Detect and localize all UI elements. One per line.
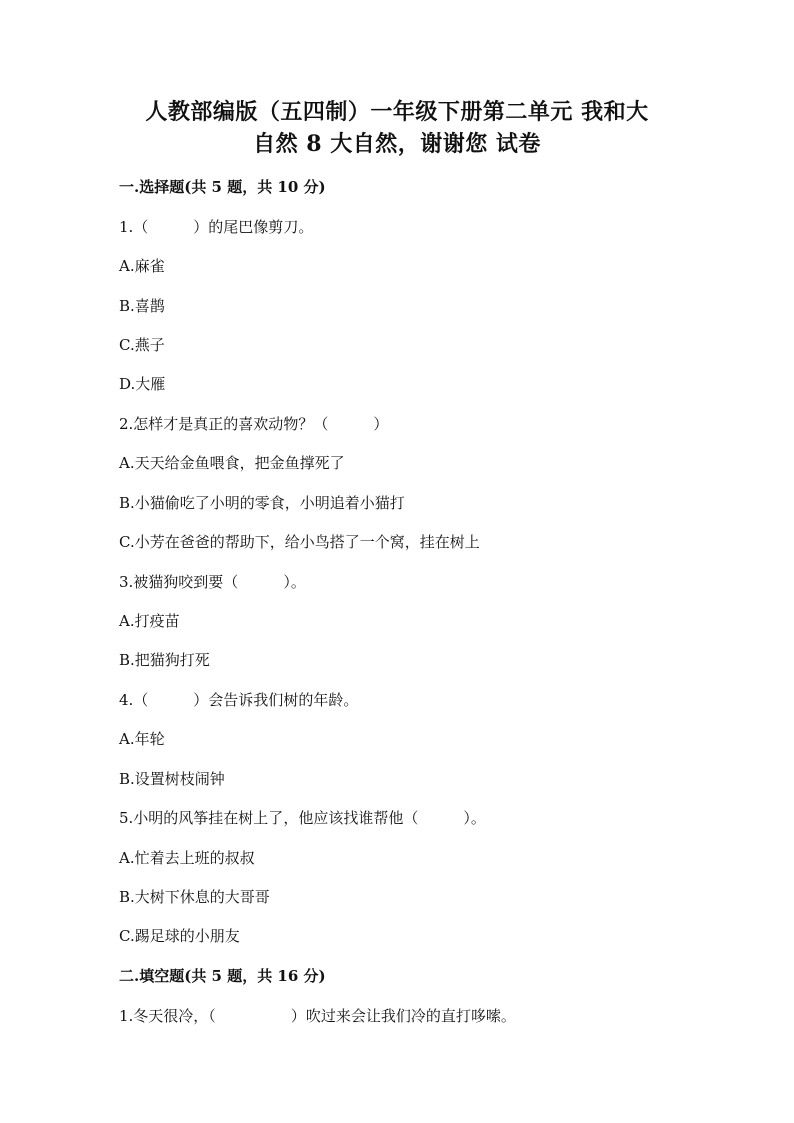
question-5-option-c: C.踢足球的小朋友: [119, 927, 240, 945]
question-3-stem: 3.被猫狗咬到要（ ）。: [119, 573, 306, 591]
question-2-option-c: C.小芳在爸爸的帮助下，给小鸟搭了一个窝，挂在树上: [119, 533, 480, 551]
question-2-option-a: A.天天给金鱼喂食，把金鱼撑死了: [119, 454, 345, 472]
question-3-option-a: A.打疫苗: [119, 612, 180, 630]
question-2-stem: 2.怎样才是真正的喜欢动物？（ ）: [119, 415, 389, 433]
document-title-line-2: 自然 8 大自然，谢谢您 试卷: [253, 131, 541, 157]
question-5-stem: 5.小明的风筝挂在树上了，他应该找谁帮他（ ）。: [119, 809, 486, 827]
question-2-option-b: B.小猫偷吃了小明的零食，小明追着小猫打: [119, 494, 405, 512]
question-1-option-c: C.燕子: [119, 336, 165, 354]
document-title-line-1: 人教部编版（五四制）一年级下册第二单元 我和大: [145, 99, 649, 125]
section-heading-fill-blank: 二.填空题(共 5 题，共 16 分): [119, 967, 326, 985]
question-5-option-b: B.大树下休息的大哥哥: [119, 888, 270, 906]
question-3-option-b: B.把猫狗打死: [119, 651, 210, 669]
question-1-option-a: A.麻雀: [119, 257, 165, 275]
question-4-option-b: B.设置树枝闹钟: [119, 770, 225, 788]
question-4-stem: 4.（ ）会告诉我们树的年龄。: [119, 691, 359, 709]
question-5-option-a: A.忙着去上班的叔叔: [119, 849, 255, 867]
section-heading-choice: 一.选择题(共 5 题，共 10 分): [119, 178, 326, 196]
fill-question-1-stem: 1.冬天很冷，（ ）吹过来会让我们冷的直打哆嗦。: [119, 1007, 516, 1025]
question-4-option-a: A.年轮: [119, 730, 165, 748]
question-1-option-b: B.喜鹊: [119, 297, 165, 315]
question-1-stem: 1.（ ）的尾巴像剪刀。: [119, 218, 314, 236]
question-1-option-d: D.大雁: [119, 375, 166, 393]
